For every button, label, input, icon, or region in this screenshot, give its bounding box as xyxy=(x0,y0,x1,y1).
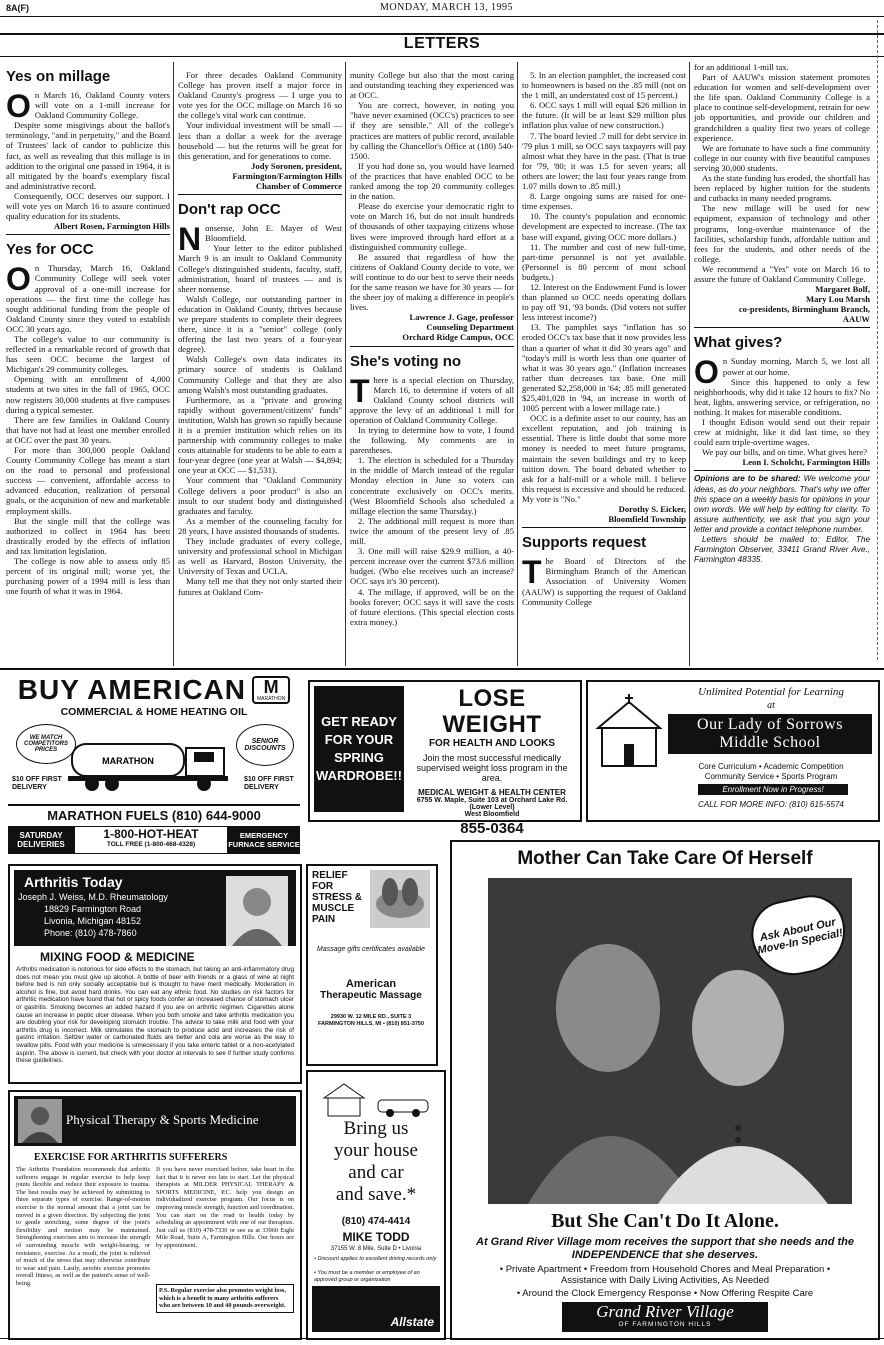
letter-signature: Lawrence J. Gage, professor xyxy=(409,312,514,323)
letter-paragraph: 6. OCC says 1 mill will equal $26 million in the future. (It will be at least $29 million plus inflation plus value of new construction.) xyxy=(522,100,686,131)
weight-center: MEDICAL WEIGHT & HEALTH CENTER xyxy=(418,788,566,797)
letter-signature: Jody Soronen, president, xyxy=(251,160,342,171)
letter-paragraph: There are few families in Oakland County that have not had at least one member enrolled at OCC over the past 30 years. xyxy=(6,414,170,445)
letter-paragraph: For more than 300,000 people Oakland County Community College has meant a start on the road to personal and professional success — convenient, affordable access to advanced education, realization of personal goals, or the acquisition of new and marketable employment skills. xyxy=(6,445,170,516)
todd-line-4: and save.* xyxy=(335,1184,417,1205)
arthritis-body: Arthritis medication is notorious for side effects to the stomach, but taking an anti-inflammatory drug does not mean you must give up alcohol. A bottle of beer with friends or a glass of wine at night before bed is not only socially acceptable but is thought to have merit medically. Moderation in alcohol is fine, but avoid hard drinks. You can eat any ethnic food. No studies on risk factors for arthritic medication have found that hot or spicy foods confer an increased chance of stomach ulcer or gastritis. Smoking becomes an added hazard if you are on arthritic regimen. Cigarettes alone cause an increase in peptic ulcer disease. When you both smoke and take arthritis medication you are doubling your risk for developing stomach trouble. The advice to take milk and food with your arthritis drug is incorrect. Milk stimulates the stomach to produce acid and increases the risk of gastric irritation. Seltzer water or carbonated fluids are better and cola are worse as the way to swallow pills. Food with your medicine is unnecessary if you take enteric tablet or a non-acetylated aspirin. The above is current, but check with your doctor at intervals to see if further study confirms these guidelines. xyxy=(16,966,294,1065)
letter-paragraph: The college's value to our community is reflected in a remarkable record of growth that has seen OCC become the largest of Michigan's 29 community colleges. xyxy=(6,333,170,375)
letter-paragraph: We are fortunate to have such a fine community college in our county with five beautiful campuses serving 30,000 students. xyxy=(694,142,870,173)
ad-physical-therapy xyxy=(8,1090,302,1340)
oil-truck-icon xyxy=(68,734,238,792)
marathon-logo-icon: M MARATHON xyxy=(252,676,290,704)
letter-signature: Leon I. Scholcht, Farmington Hills xyxy=(742,457,870,468)
letter-paragraph: The college is now able to assess only 85 percent of its original mill; worse yet, the purchasing power of a 1994 mill is less than one fourth of what it was in 1964. xyxy=(6,556,170,597)
weight-city: West Bloomfield xyxy=(464,811,520,818)
toll-free-number: TOLL FREE (1-800-468-4328) xyxy=(106,841,196,848)
arthritis-heading: MIXING FOOD & MEDICINE xyxy=(40,950,195,964)
coupon-first-delivery: $10 OFF FIRST DELIVERY xyxy=(244,776,294,791)
grv-bullets-1: • Private Apartment • Freedom from Household Chores and Meal Preparation • Assistance with Daily Living Activities, As Needed xyxy=(499,1264,831,1286)
arthritis-doctor: Joseph J. Weiss, M.D. Rheumatology xyxy=(18,892,168,902)
school-name-2: Middle School xyxy=(719,734,821,751)
school-building-icon xyxy=(594,692,664,772)
page-date: MONDAY, MARCH 13, 1995 xyxy=(380,2,513,13)
arthritis-address-1: 18829 Farmington Road xyxy=(44,904,142,914)
svg-text:MARATHON: MARATHON xyxy=(102,756,154,766)
weight-phone: 855-0364 xyxy=(460,820,524,837)
massage-name-2: Therapeutic Massage xyxy=(320,990,422,1001)
massage-name-1: American xyxy=(345,978,397,990)
massage-hands-icon xyxy=(370,870,430,928)
school-bullets-1: Core Curriculum • Academic Competition xyxy=(698,762,844,771)
letter-paragraph: Please do exercise your democratic right to vote on March 16, but do not insult hundreds of thousands of other taxpaying citizens whose lives were improved through hard effort at a distinguished community college. xyxy=(350,201,514,252)
letter-paragraph: We pay our bills, and on time. What gives here? xyxy=(702,447,868,458)
ad-american-therapeutic-massage xyxy=(306,864,438,1066)
letter-paragraph: I thought Edison would send out their repair crew at midnight, like it did last time, so they could earn triple-overtime wages. xyxy=(694,417,870,448)
pt-title: Physical Therapy & Sports Medicine xyxy=(66,1112,259,1127)
letter-paragraph: Your comment that "Oakland Community College delivers a poor product" is also an insult to our student body and distinguished graduates and faculty. xyxy=(178,475,342,516)
weight-left-panel: GET READY FOR YOUR SPRING WARDROBE!! xyxy=(314,686,404,812)
letter-paragraph: Opening with an enrollment of 4,000 students at two sites in the fall of 1965, OCC now registers 30,000 students at five campuses during a typical semester. xyxy=(6,374,170,415)
school-name-1: Our Lady of Sorrows xyxy=(697,716,843,733)
headline-yes-for-occ: Yes for OCC xyxy=(6,241,94,259)
letter-signature: Farmington/Farmington Hills xyxy=(232,170,342,181)
letter-signature: Chamber of Commerce xyxy=(255,181,342,192)
headline-what-gives: What gives? xyxy=(694,334,783,352)
therapist-photo xyxy=(18,1099,62,1143)
letter-paragraph: n March 16, Oakland County voters will vote on a 1-mill increase for Oakland Community College. xyxy=(34,90,170,121)
grv-logo: Grand River Village xyxy=(596,1302,734,1321)
letters-column-1 xyxy=(6,62,170,668)
letter-paragraph: n Sunday morning, March 5, we lost all power at our home. xyxy=(722,356,870,377)
ad-allstate-mike-todd xyxy=(306,1070,446,1340)
letter-paragraph: Walsh College, our outstanding partner in education in Oakland County, thrives because we prepare students to complete their degrees there, since it is a "senior" college (only offering the last two years of a four-year degree). xyxy=(178,293,342,355)
letter-signature: Dorothy S. Eicker, xyxy=(618,504,686,515)
letter-paragraph: onsense, John E. Mayer of West Bloomfield. xyxy=(205,223,342,244)
ad-marathon-fuels xyxy=(8,674,300,852)
letter-paragraph: Your letter to the editor published March 9 is an insult to Oakland Community College's distinguished students, faculty, staff, administration, board of trustees — and is sheer nonsense. xyxy=(178,243,342,294)
headline-yes-on-millage: Yes on millage xyxy=(6,68,111,85)
todd-line-1: Bring us xyxy=(343,1118,409,1139)
emergency-service: EMERGENCY FURNACE SERVICE xyxy=(228,826,300,854)
ad-arthritis-today xyxy=(8,864,302,1084)
page-number: 8A(F) xyxy=(6,3,29,13)
burst-price-match: WE MATCH COMPETITORS PRICES xyxy=(16,724,76,764)
opinion-note-head: Opinions are to be shared: xyxy=(694,474,801,484)
letter-paragraph: Walsh College's own data indicates its primary source of students is Oakland Community College and that they are also among Walsh's most outstanding graduates. xyxy=(178,354,342,395)
letter-paragraph: 10. The county's population and economic development are expected to increase. (The tax base will expand, giving OCC more dollars.) xyxy=(522,211,686,242)
heart-special: Ask About Our Move-In Special! xyxy=(745,889,853,983)
letter-paragraph: 2. The additional mill request is more than twice the amount of the present levy of .85 mill. xyxy=(350,515,514,547)
ad-marathon-phone: MARATHON FUELS (810) 644-9000 xyxy=(8,804,300,823)
grv-contact xyxy=(452,1196,874,1334)
letter-paragraph: The new millage will be used for new equipment, expansion of technology and other programs, long-overdue maintenance of the facilities, scholarship funds, affordable tuition and fees for the students, and other needs of the college. xyxy=(694,203,870,264)
drop-cap: O xyxy=(6,261,31,298)
headline-dont-rap-occ: Don't rap OCC xyxy=(178,201,281,219)
letters-column-4 xyxy=(522,70,686,668)
weight-title: LOSE WEIGHT xyxy=(442,685,542,738)
arthritis-phone: Phone: (810) 478-7860 xyxy=(44,928,137,938)
letter-signature: co-presidents, Birmingham Branch, xyxy=(738,304,870,315)
todd-fine-1: • Discount applies to excellent driving records only xyxy=(314,1256,437,1262)
letter-paragraph: As a member of the counseling faculty for 28 years, I have assisted thousands of students. xyxy=(178,515,342,536)
letter-paragraph: 1. The election is scheduled for a Thursday in the middle of March instead of the regular Monday election in June so voters can concentrate exclusively on OCC's merits. (West Bloomfield Schools also scheduled a millage election the same Thursday.) xyxy=(350,455,514,516)
letter-paragraph: Your individual investment will be small — less than a dollar a week for the average household — but the returns will be great for this generation, and for generations to come. xyxy=(178,120,342,161)
letter-paragraph: Part of AAUW's mission statement promotes education for women and self-development over the life span. Oakland Community College is a place to continue self-development, retrain for new job opportunities, and provide our children and grandchildren a quality first two years of college experience. xyxy=(694,72,870,143)
massage-title: RELIEF FOR STRESS & MUSCLE PAIN xyxy=(312,870,363,925)
letter-paragraph: But the single mill that the college was authorized to collect in 1964 has been drastically eroded by the effects of inflation and tax limitation legislation. xyxy=(6,515,170,556)
letter-paragraph: 11. The number and cost of new full-time, part-time personnel is not yet available. (Personnel is 80 percent of most school budgets.) xyxy=(522,241,686,282)
letter-paragraph: Many tell me that they not only started their futures at Oakland Com- xyxy=(178,576,342,597)
ad-marathon-title: BUY AMERICAN xyxy=(17,674,246,705)
letter-paragraph: 4. The millage, if approved, will be on the books forever; OCC says it will save the costs of future elections. (This special election costs extra money.) xyxy=(350,586,514,627)
letter-paragraph: 5. In an election pamphlet, the increased cost to homeowners is based on the .85 mill (not on the 1 mill, an understated cost of 15 percent.) xyxy=(522,70,686,101)
school-at: at xyxy=(767,700,775,711)
weight-subtitle: FOR HEALTH AND LOOKS xyxy=(428,738,556,749)
mailing-address: Letters should be mailed to: Editor, The Farmington Observer, 33411 Grand River Ave., Farmington 48335. xyxy=(694,535,870,565)
pt-ps: P.S. Regular exercise also promotes weight loss, which is a benefit to many arthritis sufferers who are between 10 and 40 pounds overweight. xyxy=(156,1284,294,1313)
ad-marathon-subtitle: COMMERCIAL & HOME HEATING OIL xyxy=(60,706,248,718)
headline-shes-voting-no: She's voting no xyxy=(350,352,462,370)
arthritis-title: Arthritis Today xyxy=(24,874,123,890)
drop-cap: T xyxy=(522,554,542,591)
hot-heat-number: 1-800-HOT-HEAT xyxy=(103,827,199,841)
letter-paragraph: If you had done so, you would have learned of the practices that have enabled OCC to be ranked among the top 20 community colleges in the nation. xyxy=(350,160,514,202)
section-title: LETTERS xyxy=(403,35,481,52)
coupon-first-delivery: $10 OFF FIRST DELIVERY xyxy=(12,776,62,791)
letter-paragraph: OCC is a definite asset to our county, has an excellent reputation, and job training is essential. There is little doubt that some more money is needed to meet future programs, maintain the seven buildings and try to keep tuition down. The board debated whether to ask for a half-mill or a whole mill. I believe this request is excessive and should be reduced. My vote is "No." xyxy=(522,413,686,504)
letter-paragraph: munity College but also that the most caring and outstanding teaching they experienced was at OCC. xyxy=(350,70,514,101)
letter-paragraph: 13. The pamphlet says "inflation has so eroded OCC's tax base that it now provides less than a quarter of what it did 30 years ago" and "today's mill is worth less than one quarter of what it was 30 years ago." (Inflation increases rather than decreases tax base. One mill generated $2,258,000 in '64; .85 mill generated $25,401,028 in '94, an increase in worth of 1005 percent with a lower millage rate.) xyxy=(522,322,686,414)
letter-signature: Counseling Department xyxy=(426,322,514,333)
letter-signature: Bloomfield Township xyxy=(608,514,686,525)
letter-paragraph: here is a special election on Thursday, March 16, to determine if voters of all Oakland County school districts will approve the levy of an additional 1 mill for operation of Oakland Community College. xyxy=(350,374,514,425)
saturday-deliveries: SATURDAY DELIVERIES xyxy=(8,826,74,854)
todd-phone: (810) 474-4414 xyxy=(341,1216,411,1227)
letter-paragraph: As the state funding has eroded, the shortfall has been replaced by higher tuition for the students and cutbacks in many needed programs. xyxy=(694,173,870,204)
grv-title: Mother Can Take Care Of Herself xyxy=(517,848,813,869)
school-bullets-2: Community Service • Sports Program xyxy=(704,772,838,781)
letter-paragraph: 12. Interest on the Endowment Fund is lower than planned so OCC needs operating dollars to pay off '91, '93 bonds. (Did voters not suffer less interest income?) xyxy=(522,281,686,323)
letters-column-3 xyxy=(350,70,514,668)
letter-signature: AAUW xyxy=(842,314,870,325)
todd-name: MIKE TODD xyxy=(342,1230,410,1244)
letter-paragraph: We recommend a "Yes" vote on March 16 to assure the future of Oakland Community College. xyxy=(694,263,870,284)
weight-address: 6755 W. Maple, Suite 103 at Orchard Lake Rd. (Lower Level) xyxy=(416,797,568,811)
opinion-note: We welcome your ideas, as do your neighbors. That's why we offer this space on a weekly basis for opinions in your own words. We will help by editing for clarity. To assure authenticity, we ask that you sign your letter and provide a contact telephone number. xyxy=(694,474,870,534)
todd-line-2: your house xyxy=(334,1140,418,1161)
letter-paragraph: n Thursday, March 16, Oakland Community College will seek voter approval of a one-mill increase for operations — the first time the college has sought additional funding from the people of Oakland County since they voted to establish OCC 30 years ago. xyxy=(6,263,170,334)
arthritis-address-2: Livonia, Michigan 48152 xyxy=(44,916,142,926)
footer-mark xyxy=(0,1338,884,1339)
massage-gift: Massage gifts certificates available xyxy=(316,946,426,953)
house-car-icon xyxy=(318,1078,434,1118)
drop-cap: O xyxy=(694,354,719,391)
drop-cap: N xyxy=(178,221,202,258)
pt-body-2: If you have never exercised before, take heart in the fact that it is never too late to start. Let the physical therapists at MILDER PHYSICAL THERAPY & SPORTS MEDICINE, P.C. help you design an individualized exercise program. Our focus is on improving muscle strength, function and coordination. You can start on the road to health today by scheduling an appointment with one of our therapists. Just call us (810) 478-7330 or see us at 33960 Eight Mile Road, Suite A, Farmington Hills. Our hours are by appointment. xyxy=(156,1166,294,1249)
letter-paragraph: They include graduates of every college, university and professional school in Michigan as well as Harvard, Boston University, the University of Texas and UCLA. xyxy=(178,536,342,577)
grv-tagline: But She Can't Do It Alone. xyxy=(551,1210,779,1232)
todd-address: 37155 W. 8 Mile, Suite D • Livonia xyxy=(330,1246,422,1252)
grv-bullets-2: • Around the Clock Emergency Response • Now Offering Respite Care xyxy=(516,1288,814,1299)
letter-signature: Orchard Ridge Campus, OCC xyxy=(402,332,514,343)
letter-paragraph: For three decades Oakland Community College has proven itself a major force in Oakland County's progress — I urge you to vote yes for the OCC millage on March 16 so the college's vital work can continue. xyxy=(178,70,342,121)
grv-logo-sub: OF FARMINGTON HILLS xyxy=(618,1321,712,1328)
doctor-photo xyxy=(226,876,288,946)
ad-lose-weight xyxy=(308,680,582,837)
letters-column-5 xyxy=(694,62,870,668)
letter-paragraph: 7. The board levied .7 mill for debt service in '79 plus 1 mill, so OCC says taxpayers will pay almost what they have in the past. (That is true for '79, '80; it was 1.5 for seven years; all others are lower; the last four years range from 1.07 mills down to .85 mill.) xyxy=(522,130,686,192)
letter-paragraph: Despite some misgivings about the ballot's terminology, "and in perpetuity," and the Board of Trustees' lack of candor to publicize this fact, as well as revealing that this millage is in addition to the original one passed in 1964, it is all mitigated by the board's exemplary fiscal and administrative record. xyxy=(6,120,170,191)
todd-line-3: and car xyxy=(348,1162,404,1183)
weight-body: Join the most successful medically supervised weight loss program in the area. xyxy=(416,753,568,783)
letter-paragraph: Be assured that regardless of how the citizens of Oakland County decide to vote, we will continue to do our best to serve their needs for the same reason we have for 30 years — for the sheer joy of making a difference in people's lives. xyxy=(350,251,514,313)
todd-fine-2: • You must be a member or employee of an approved group or organization xyxy=(314,1270,420,1283)
letter-paragraph: In trying to determine how to vote, I found the following. My comments are in parentheses. xyxy=(350,425,514,456)
pt-heading: EXERCISE FOR ARTHRITIS SUFFERERS xyxy=(34,1152,228,1163)
letter-paragraph: for an additional 1-mill tax. xyxy=(694,62,789,72)
massage-address: 29930 W. 12 MILE RD., SUITE 3 FARMINGTON HILLS, MI • (810) 851-3750 xyxy=(317,1014,425,1027)
headline-supports-request: Supports request xyxy=(522,534,647,552)
letter-signature: Mary Lou Marsh xyxy=(806,294,870,305)
allstate-logo: Allstate xyxy=(390,1315,434,1329)
drop-cap: O xyxy=(6,88,31,124)
letter-paragraph: Since this happened to only a few neighborhoods, why did it take 12 hours to fix? No heat, lights, answering service, or refrigeration, no nothing. It makes for miserable conditions. xyxy=(694,376,870,417)
grv-support: At Grand River Village mom receives the support that she needs and the INDEPENDENCE that she deserves. xyxy=(476,1236,854,1261)
letter-paragraph: Consequently, OCC deserves our support. I will vote yes on March 16 to assure continued quality education for its students. xyxy=(6,190,170,222)
letter-paragraph: You are correct, however, in noting you "have never examined (OCC's) practices to see if they are sensible." All of the college's practices are matters of public record, available by calling the Chancellor's Office at (180) 540-1500. xyxy=(350,100,514,161)
letters-column-2 xyxy=(178,70,342,668)
school-enrollment: Enrollment Now in Progress! xyxy=(698,784,848,795)
letter-signature: Margaret Bolf, xyxy=(815,284,870,295)
letter-signature: Albert Rosen, Farmington Hills xyxy=(53,221,170,232)
ad-our-lady-of-sorrows xyxy=(586,680,880,822)
school-tagline: Unlimited Potential for Learning xyxy=(698,686,844,698)
burst-senior-discounts: SENIOR DISCOUNTS xyxy=(236,724,294,766)
letter-paragraph: he Board of Directors of the Birmingham Branch of the American Association of University Women (AAUW) is supporting the request of Oakland Community College xyxy=(522,556,686,607)
school-call: CALL FOR MORE INFO: (810) 615-5574 xyxy=(698,800,844,809)
letter-paragraph: Furthermore, as a "private and growing rapidly without government/citizens' funds" institution, Walsh has grown so rapidly because it is a premier institution which relies on its partnership with community colleges to make costs attainable for students to be able to earn a four-year degree (one year at Walsh — $4,894; one year at OCC — $1,531). xyxy=(178,394,342,476)
letter-paragraph: 3. One mill will raise $29.9 million, a 40-percent increase over the current $73.6 million budget. (Who else receives such an increase? OCC says it's 30 percent). xyxy=(350,546,514,587)
letter-paragraph: 8. Large ongoing sums are raised for one-time expenses. xyxy=(522,191,686,212)
drop-cap: T xyxy=(350,372,370,409)
pt-body: The Arthritis Foundation recommends that arthritis sufferers engage in regular exercise to help keep joints flexible and reduce their exposure to trauma. The best results may be achieved by submitting to three separate types of exercise. Range-of-motion exercise is the normal amount that a joint can be moved in a given direction. By subjecting the joint to gentle stretching, some degree of the joint's flexibility and motion may be maintained. Strengthening exercises aim to increase the strength of surrounding muscle with weight-bearing, or resistance, exercise. As a result, the joint is relieved of much of the stress that may otherwise contribute to wear and pain. Lastly, aerobic exercise promotes overall fitness, as well as the patient's sense of well-being. xyxy=(16,1166,150,1287)
